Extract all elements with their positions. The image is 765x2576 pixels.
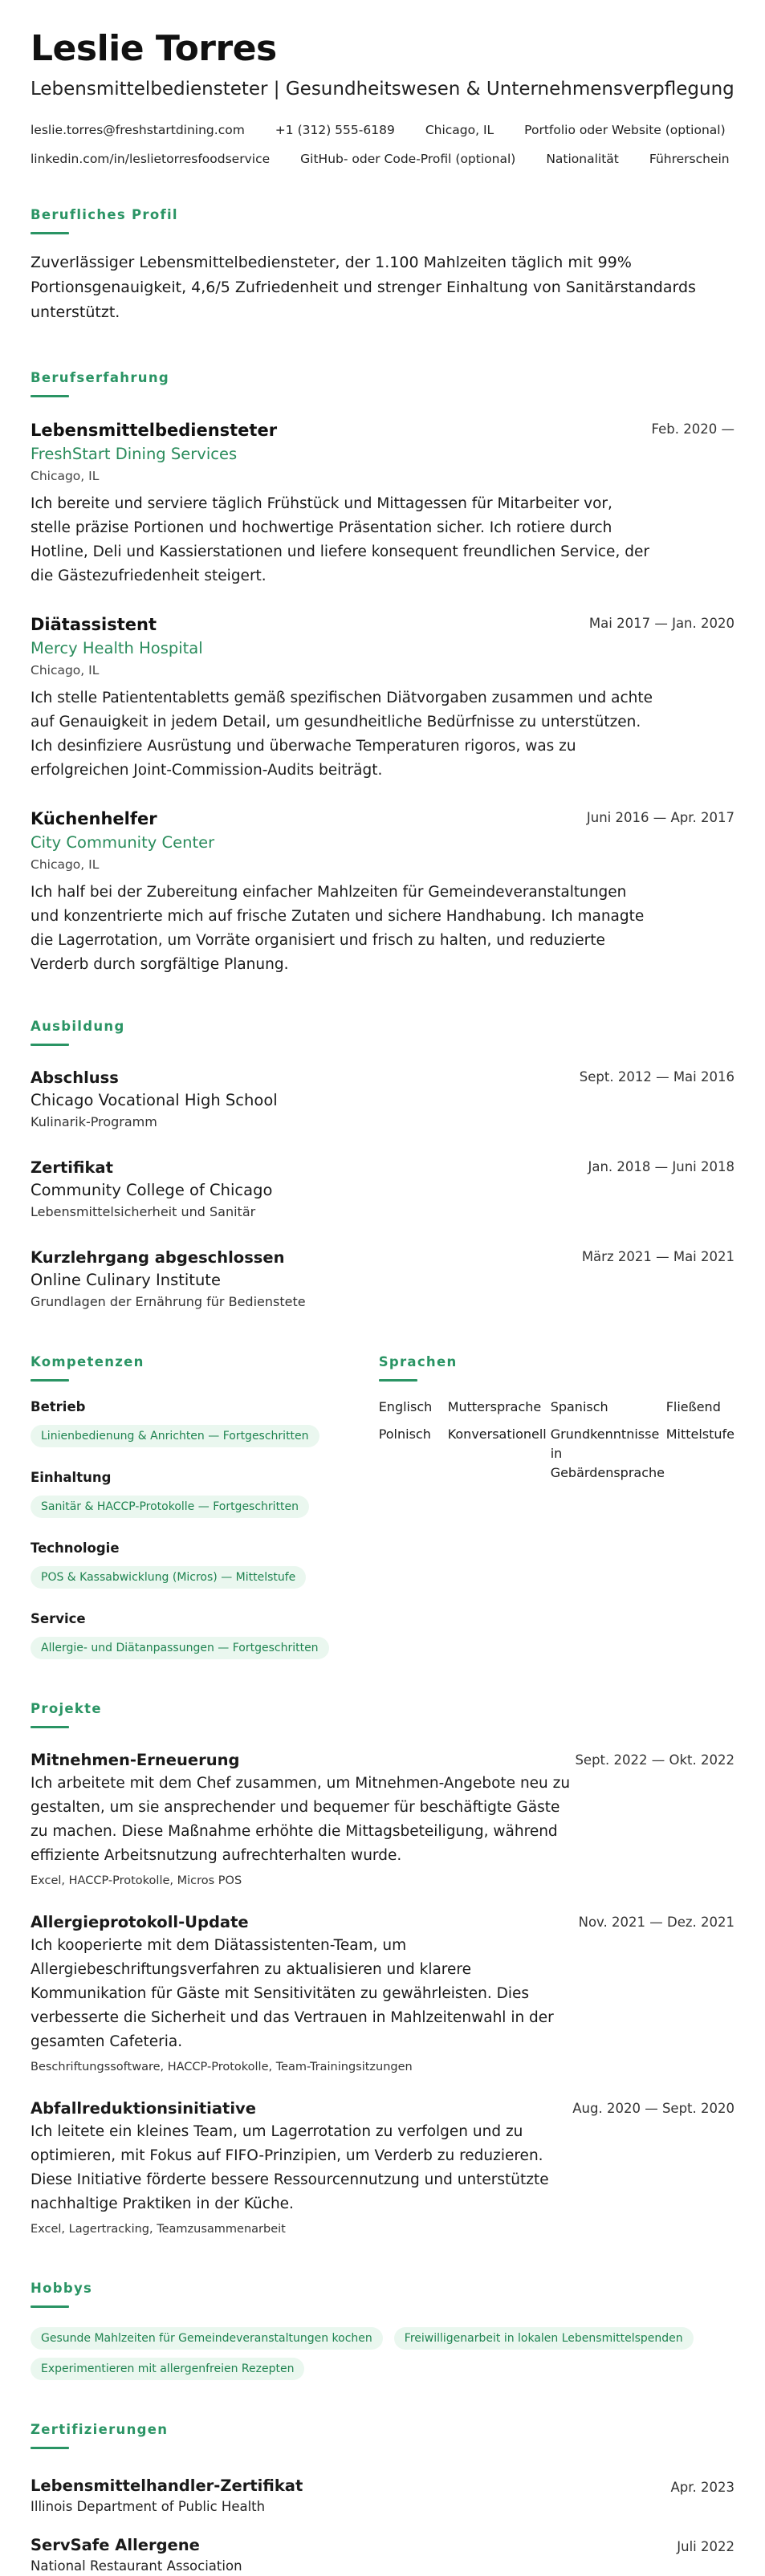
- job-title: Diätassistent: [31, 615, 157, 634]
- edu-school: Community College of Chicago: [31, 1181, 273, 1199]
- contact-location: Chicago, IL: [425, 123, 494, 137]
- experience-section: [31, 368, 734, 977]
- section-divider: [31, 2447, 69, 2449]
- hobby-tag: Freiwilligenarbeit in lokalen Lebensmittelspenden: [394, 2327, 694, 2350]
- section-divider: [31, 1726, 69, 1728]
- language-name: Polnisch: [378, 1426, 431, 1442]
- contact-license: Führerschein: [649, 152, 730, 166]
- cert-issuer: National Restaurant Association: [31, 2558, 242, 2574]
- language-level: Konversationell: [447, 1426, 547, 1442]
- certification-entry: [31, 2534, 734, 2576]
- job-company: Mercy Health Hospital: [31, 639, 203, 657]
- experience-entry: [31, 612, 734, 783]
- education-entry: [31, 1247, 734, 1312]
- skill-group: [31, 1609, 379, 1659]
- contact-phone: +1 (312) 555-6189: [275, 123, 395, 137]
- language-name: Grundkenntnisse in Gebärdensprache: [550, 1426, 665, 1480]
- section-divider: [31, 1379, 69, 1382]
- education-section: [31, 1017, 734, 1312]
- languages-section: [379, 1353, 734, 1659]
- skill-category: Betrieb: [31, 1399, 86, 1414]
- section-title: Ausbildung: [31, 1019, 125, 1034]
- hobby-list: [31, 2322, 734, 2380]
- section-divider: [31, 395, 69, 397]
- contact-linkedin: linkedin.com/in/leslietorresfoodservice: [31, 152, 271, 166]
- cert-date: Apr. 2023: [670, 2480, 734, 2495]
- project-name: Abfallreduktionsinitiative: [31, 2099, 256, 2118]
- cert-name: Lebensmittelhandler-Zertifikat: [31, 2476, 303, 2495]
- cert-issuer: Illinois Department of Public Health: [31, 2499, 266, 2514]
- skill-tag: Sanitär & HACCP-Protokolle — Fortgeschritten: [31, 1496, 309, 1518]
- skill-category: Service: [31, 1611, 86, 1626]
- project-date: Sept. 2022 — Okt. 2022: [575, 1752, 734, 1768]
- language-name: Englisch: [378, 1399, 433, 1414]
- job-date: Feb. 2020 —: [651, 421, 734, 437]
- education-entry: [31, 1157, 734, 1223]
- profile-summary: Zuverlässiger Lebensmittelbediensteter, der 1.100 Mahlzeiten täglich mit 99% Portionsgenauigkeit, 4,6/5 Zufriedenheit und strenger Einhaltung von Sanitärstandards unterstützt.: [31, 254, 696, 321]
- job-description: Ich bereite und serviere täglich Frühstück und Mittagessen für Mitarbeiter vor, stelle präzise Portionen und hochwertige Präsentation sicher. Ich rotiere durch Hotline, Deli und Kassierstationen und liefere konsequent freundlichen Service, der die Gästezufriedenheit steigert.: [31, 495, 649, 584]
- language-level: Fließend: [665, 1399, 721, 1414]
- project-name: Allergieprotokoll-Update: [31, 1913, 249, 1931]
- section-title: Projekte: [31, 1701, 102, 1716]
- edu-degree: Abschluss: [31, 1068, 119, 1087]
- contact-github: GitHub- oder Code-Profil (optional): [300, 152, 516, 166]
- project-date: Aug. 2020 — Sept. 2020: [572, 2101, 734, 2116]
- skill-category: Technologie: [31, 1540, 120, 1556]
- job-description: Ich stelle Patiententabletts gemäß spezifischen Diätvorgaben zusammen und achte auf Genauigkeit in jedem Detail, um gesundheitliche Bedürfnisse zu unterstützen. Ich desinfiziere Ausrüstung und überwache Temperaturen rigoros, was zu erfolgreichen Joint-Commission-Audits beiträgt.: [31, 690, 653, 779]
- edu-field: Grundlagen der Ernährung für Bedienstete: [31, 1294, 306, 1309]
- candidate-headline: Lebensmittelbediensteter | Gesundheitswesen & Unternehmensverpflegung: [31, 79, 734, 100]
- job-location: Chicago, IL: [31, 857, 100, 872]
- section-divider: [31, 2305, 69, 2308]
- project-description: Ich leitete ein kleines Team, um Lagerrotation zu verfolgen und zu optimieren, mit Fokus auf FIFO-Prinzipien, um Verderb zu reduzieren. Diese Initiative förderte bessere Ressourcennutzung und unterstützte nachhaltige Praktiken in der Küche.: [31, 2123, 549, 2212]
- certifications-section: [31, 2420, 734, 2576]
- section-title: Berufliches Profil: [31, 207, 178, 222]
- edu-date: März 2021 — Mai 2021: [581, 1249, 734, 1264]
- edu-field: Lebensmittelsicherheit und Sanitär: [31, 1204, 256, 1219]
- section-title: Kompetenzen: [31, 1354, 144, 1369]
- skill-category: Einhaltung: [31, 1470, 112, 1485]
- edu-degree: Kurzlehrgang abgeschlossen: [31, 1248, 285, 1267]
- hobbies-section: [31, 2279, 734, 2380]
- skill-tag: Linienbedienung & Anrichten — Fortgeschritten: [31, 1425, 319, 1447]
- education-entry: [31, 1067, 734, 1133]
- experience-entry: [31, 807, 734, 977]
- skills-section: [31, 1353, 379, 1659]
- section-title: Berufserfahrung: [31, 370, 169, 385]
- contact-list: [31, 116, 734, 173]
- cert-name: ServSafe Allergene: [31, 2536, 200, 2554]
- job-title: Lebensmittelbediensteter: [31, 421, 278, 440]
- project-entry: [31, 1911, 734, 2077]
- project-tools: Excel, Lagertracking, Teamzusammenarbeit: [31, 2223, 286, 2236]
- project-entry: [31, 1749, 734, 1890]
- project-date: Nov. 2021 — Dez. 2021: [578, 1915, 734, 1930]
- contact-portfolio: Portfolio oder Website (optional): [524, 123, 726, 137]
- job-date: Juni 2016 — Apr. 2017: [586, 810, 734, 825]
- cert-date: Juli 2022: [677, 2539, 734, 2554]
- contact-nationality: Nationalität: [546, 152, 619, 166]
- section-divider: [31, 1044, 69, 1046]
- hobby-tag: Experimentieren mit allergenfreien Rezepten: [31, 2358, 304, 2380]
- project-tools: Excel, HACCP-Protokolle, Micros POS: [31, 1874, 242, 1887]
- edu-field: Kulinarik-Programm: [31, 1114, 157, 1129]
- skill-tag: POS & Kassabwicklung (Micros) — Mittelstufe: [31, 1566, 306, 1589]
- experience-entry: [31, 418, 734, 588]
- skill-group: [31, 1468, 379, 1518]
- edu-school: Chicago Vocational High School: [31, 1091, 278, 1109]
- section-divider: [31, 232, 69, 234]
- hobby-tag: Gesunde Mahlzeiten für Gemeindeveranstaltungen kochen: [31, 2327, 383, 2350]
- job-company: City Community Center: [31, 833, 215, 852]
- profile-section: [31, 206, 734, 325]
- job-location: Chicago, IL: [31, 663, 100, 678]
- skill-group: [31, 1398, 379, 1447]
- language-level: Muttersprache: [447, 1399, 542, 1414]
- edu-date: Sept. 2012 — Mai 2016: [579, 1069, 734, 1085]
- skill-tag: Allergie- und Diätanpassungen — Fortgeschritten: [31, 1637, 329, 1659]
- certification-entry: [31, 2475, 734, 2517]
- candidate-name: Leslie Torres: [31, 28, 277, 69]
- language-name: Spanisch: [550, 1399, 608, 1414]
- job-location: Chicago, IL: [31, 469, 100, 483]
- skills-languages-row: [31, 1353, 734, 1659]
- project-name: Mitnehmen-Erneuerung: [31, 1751, 240, 1769]
- section-title: Zertifizierungen: [31, 2422, 169, 2437]
- job-date: Mai 2017 — Jan. 2020: [588, 616, 734, 631]
- language-level: Mittelstufe: [665, 1426, 734, 1442]
- project-description: Ich arbeitete mit dem Chef zusammen, um Mitnehmen-Angebote neu zu gestalten, um sie ansprechender und bequemer für beschäftigte Gäste zu machen. Diese Maßnahme erhöhte die Mittagsbeteiligung, während effiziente Arbeitsnutzung aufrechterhalten wurde.: [31, 1775, 571, 1864]
- contact-email: leslie.torres@freshstartdining.com: [31, 123, 245, 137]
- edu-school: Online Culinary Institute: [31, 1271, 221, 1289]
- edu-degree: Zertifikat: [31, 1158, 113, 1177]
- project-tools: Beschriftungssoftware, HACCP-Protokolle, Team-Trainingsitzungen: [31, 2061, 413, 2073]
- job-description: Ich half bei der Zubereitung einfacher Mahlzeiten für Gemeindeveranstaltungen und konzentrierte mich auf frische Zutaten und sichere Handhabung. Ich managte die Lagerrotation, um Vorräte organisiert und frisch zu halten, und reduzierte Verderb durch sorgfältige Planung.: [31, 884, 645, 973]
- project-entry: [31, 2098, 734, 2239]
- projects-section: [31, 1699, 734, 2239]
- section-divider: [379, 1379, 417, 1382]
- job-title: Küchenhelfer: [31, 809, 157, 828]
- section-title: Sprachen: [378, 1354, 458, 1369]
- section-title: Hobbys: [31, 2281, 93, 2296]
- skill-group: [31, 1539, 379, 1589]
- language-table: [379, 1398, 734, 1483]
- edu-date: Jan. 2018 — Juni 2018: [588, 1159, 734, 1174]
- project-description: Ich kooperierte mit dem Diätassistenten-Team, um Allergiebeschriftungsverfahren zu aktualisieren und klarere Kommunikation für Gäste mit Sensitivitäten zu gewährleisten. Dies verbesserte die Sicherheit und das Vertrauen in Mahlzeitenwahl in der gesamten Cafeteria.: [31, 1937, 554, 2050]
- job-company: FreshStart Dining Services: [31, 445, 238, 463]
